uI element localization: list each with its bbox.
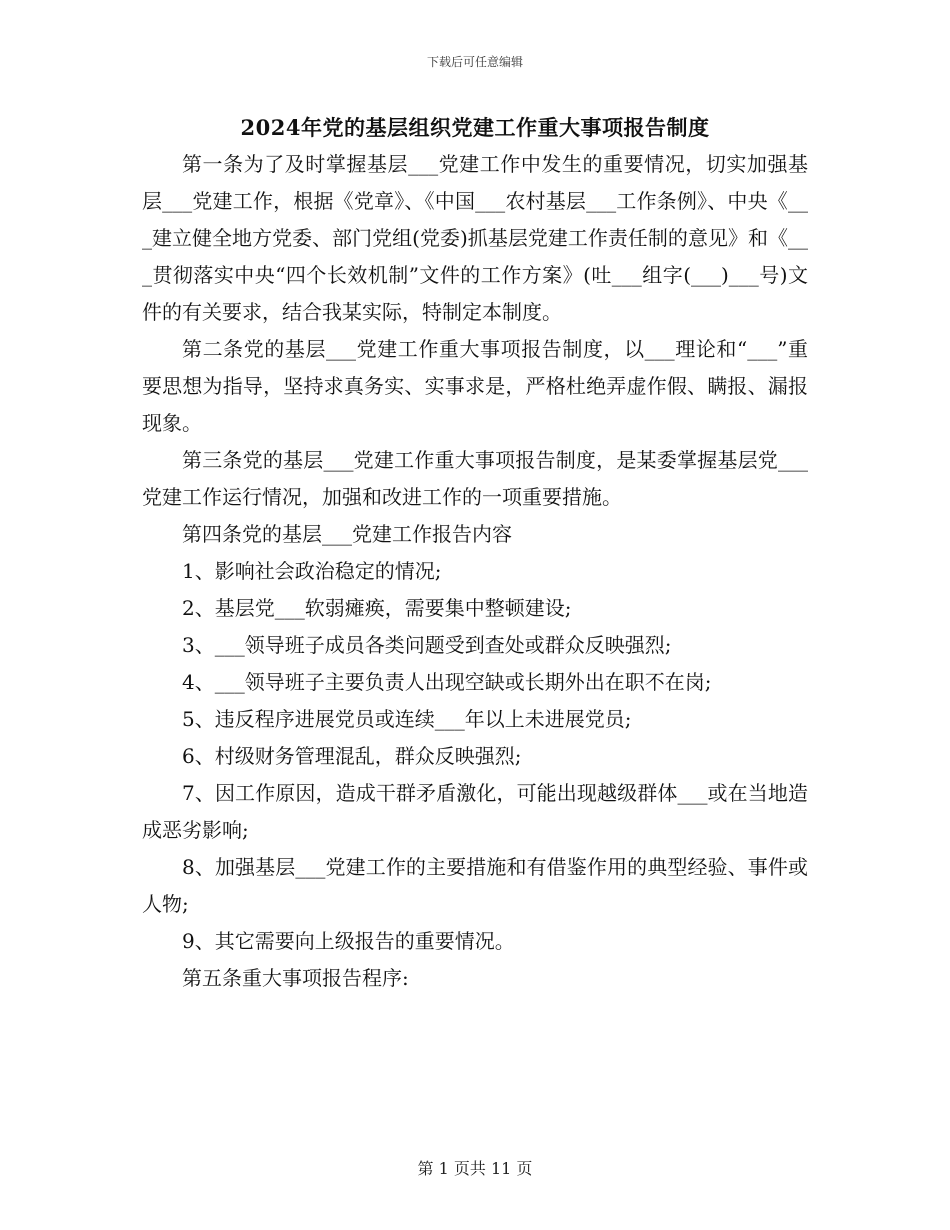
- document-title: 2024年党的基层组织党建工作重大事项报告制度: [240, 115, 710, 140]
- list-item-8: 8、加强基层___党建工作的主要措施和有借鉴作用的典型经验、事件或人物;: [142, 855, 808, 916]
- article-5-heading: 第五条重大事项报告程序:: [182, 966, 409, 990]
- list-item-5: 5、违反程序进展党员或连续___年以上未进展党员;: [182, 707, 632, 731]
- list-item-3: 3、___领导班子成员各类问题受到查处或群众反映强烈;: [182, 633, 672, 657]
- list-item-6: 6、村级财务管理混乱，群众反映强烈;: [182, 744, 522, 768]
- document-body: [142, 146, 808, 997]
- list-item-1: 1、影响社会政治稳定的情况;: [182, 559, 442, 583]
- article-4-heading: 第四条党的基层___党建工作报告内容: [182, 522, 512, 546]
- header-note: 下载后可任意编辑: [426, 55, 523, 69]
- article-2-paragraph: 第二条党的基层___党建工作重大事项报告制度，以___理论和“___”重要思想为指导，坚持求真务实、实事求是，严格杜绝弄虚作假、瞒报、漏报现象。: [142, 337, 808, 435]
- page-number: 第 1 页共 11 页: [417, 1159, 533, 1178]
- list-item-7: 7、因工作原因，造成干群矛盾激化，可能出现越级群体___或在当地造成恶劣影响;: [142, 781, 808, 842]
- list-item-4: 4、___领导班子主要负责人出现空缺或长期外出在职不在岗;: [182, 670, 712, 694]
- list-item-2: 2、基层党___软弱瘫痪，需要集中整顿建设;: [182, 596, 572, 620]
- article-3-paragraph: 第三条党的基层___党建工作重大事项报告制度，是某委掌握基层党___党建工作运行情况，加强和改进工作的一项重要措施。: [142, 448, 808, 509]
- article-1-paragraph: 第一条为了及时掌握基层___党建工作中发生的重要情况，切实加强基层___党建工作，根据《党章》、《中国___农村基层___工作条例》、中央《___建立健全地方党委、部门党组(党委)抓基层党建工作责任制的意见》和《___贯彻落实中央“四个长效机制”文件的工作方案》(吐___组字(___)___号)文件的有关要求，结合我某实际，特制定本制度。: [142, 152, 808, 324]
- list-item-9: 9、其它需要向上级报告的重要情况。: [182, 929, 515, 953]
